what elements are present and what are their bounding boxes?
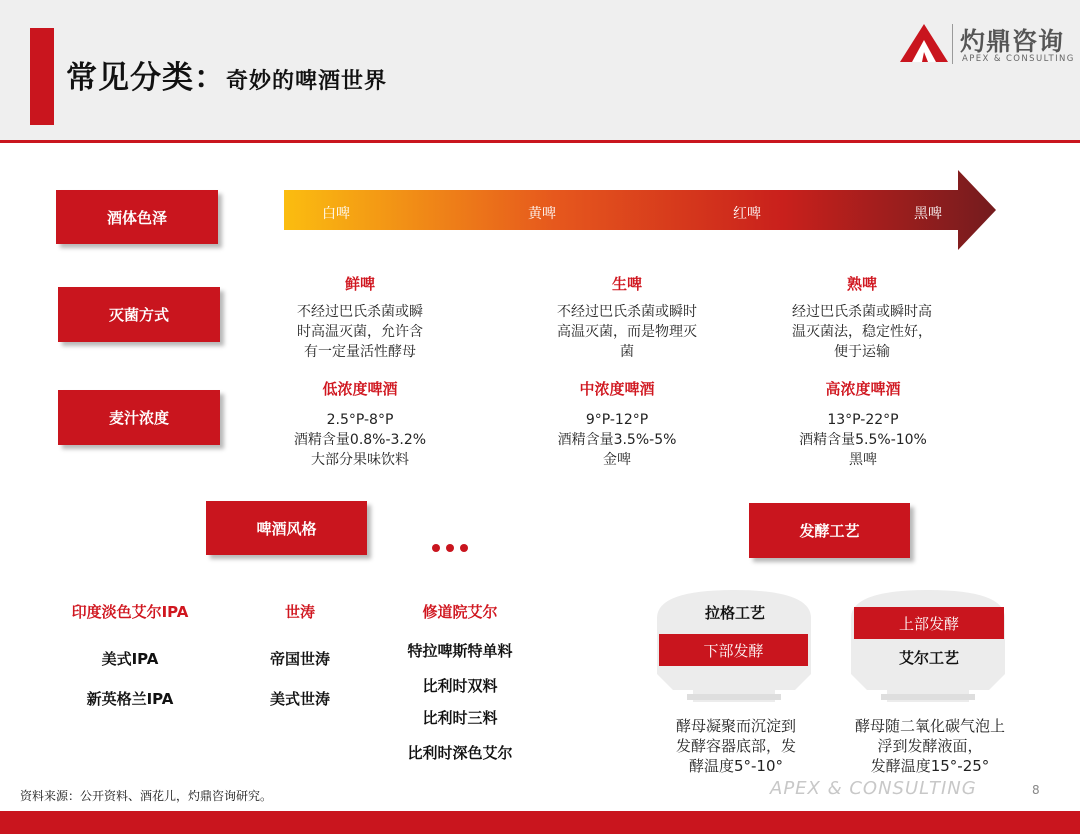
wort-row-label: 麦汁浓度 bbox=[58, 390, 220, 445]
header-divider bbox=[0, 140, 1080, 143]
page-title bbox=[66, 52, 387, 97]
ale-title: 艾尔工艺 bbox=[898, 649, 959, 667]
ale-top-fermentation-tag: 上部发酵 bbox=[854, 607, 1004, 639]
steril-fresh-title: 鲜啤 bbox=[344, 275, 375, 293]
beer-style-label: 啤酒风格 bbox=[206, 501, 367, 555]
ale-desc: 酵母随二氧化碳气泡上 浮到发酵液面， 发酵温度15°-25° bbox=[854, 717, 1005, 775]
lager-desc: 酵母凝聚而沉淀到 发酵容器底部，发 酵温度5°-10° bbox=[675, 717, 796, 775]
wort-low-desc: 2.5°P-8°P 酒精含量0.8%-3.2% 大部分果味饮料 bbox=[293, 412, 427, 468]
wort-low-title: 低浓度啤酒 bbox=[322, 380, 398, 398]
style-abbey-item: 比利时双料 bbox=[422, 677, 498, 695]
steril-pasteurized-title: 熟啤 bbox=[846, 275, 877, 293]
lager-bottom-fermentation-tag: 下部发酵 bbox=[659, 634, 808, 666]
style-ipa-item: 美式IPA bbox=[101, 650, 159, 668]
style-abbey-head: 修道院艾尔 bbox=[422, 603, 498, 621]
beer-color-arrow bbox=[284, 170, 996, 250]
style-stout-head: 世涛 bbox=[284, 603, 315, 621]
logo-triangle-icon bbox=[900, 22, 948, 64]
logo-text-cn: 灼鼎咨询 bbox=[960, 27, 1065, 56]
style-stout-item: 帝国世涛 bbox=[269, 650, 330, 668]
style-stout-item: 美式世涛 bbox=[269, 690, 330, 708]
style-ipa-head: 印度淡色艾尔IPA bbox=[71, 603, 189, 621]
style-ipa-item: 新英格兰IPA bbox=[86, 690, 174, 708]
wort-mid-title: 中浓度啤酒 bbox=[579, 380, 655, 398]
lager-title: 拉格工艺 bbox=[704, 604, 765, 622]
ellipsis-dot bbox=[460, 544, 468, 552]
watermark: APEX & CONSULTING bbox=[770, 778, 977, 799]
ellipsis-dot bbox=[432, 544, 440, 552]
style-abbey-item: 比利时深色艾尔 bbox=[407, 744, 513, 762]
wort-mid-desc: 9°P-12°P 酒精含量3.5%-5% 金啤 bbox=[557, 412, 677, 468]
steril-draft-title: 生啤 bbox=[611, 275, 642, 293]
steril-pasteurized-desc: 经过巴氏杀菌或瞬时高 温灭菌法，稳定性好， 便于运输 bbox=[792, 304, 932, 360]
logo-separator bbox=[952, 24, 953, 64]
sterilization-row-label: 灭菌方式 bbox=[58, 287, 220, 342]
logo-text-en: APEX & CONSULTING bbox=[962, 54, 1075, 64]
steril-draft-desc: 不经过巴氏杀菌或瞬时 高温灭菌，而是物理灭 菌 bbox=[557, 304, 697, 360]
color-row-label: 酒体色泽 bbox=[56, 190, 218, 244]
color-label-red: 红啤 bbox=[733, 206, 761, 222]
footer-band bbox=[0, 811, 1080, 834]
ellipsis-dot bbox=[446, 544, 454, 552]
color-label-white: 白啤 bbox=[322, 206, 350, 222]
style-abbey-item: 特拉啤斯特单料 bbox=[407, 642, 513, 660]
color-label-dark: 黑啤 bbox=[914, 206, 942, 222]
style-abbey-item: 比利时三料 bbox=[422, 709, 498, 727]
source-note: 资料来源：公开资料、酒花儿，灼鼎咨询研究。 bbox=[20, 789, 273, 803]
title-accent-bar bbox=[30, 28, 54, 125]
wort-high-title: 高浓度啤酒 bbox=[825, 380, 901, 398]
title-sub: 奇妙的啤酒世界 bbox=[226, 69, 388, 94]
steril-fresh-desc: 不经过巴氏杀菌或瞬 时高温灭菌，允许含 有一定量活性酵母 bbox=[297, 304, 423, 360]
fermentation-label: 发酵工艺 bbox=[749, 503, 910, 558]
page-number: 8 bbox=[1032, 783, 1040, 797]
title-main: 常见分类： bbox=[66, 60, 226, 96]
color-label-yellow: 黄啤 bbox=[528, 206, 556, 222]
wort-high-desc: 13°P-22°P 酒精含量5.5%-10% 黑啤 bbox=[799, 412, 927, 468]
